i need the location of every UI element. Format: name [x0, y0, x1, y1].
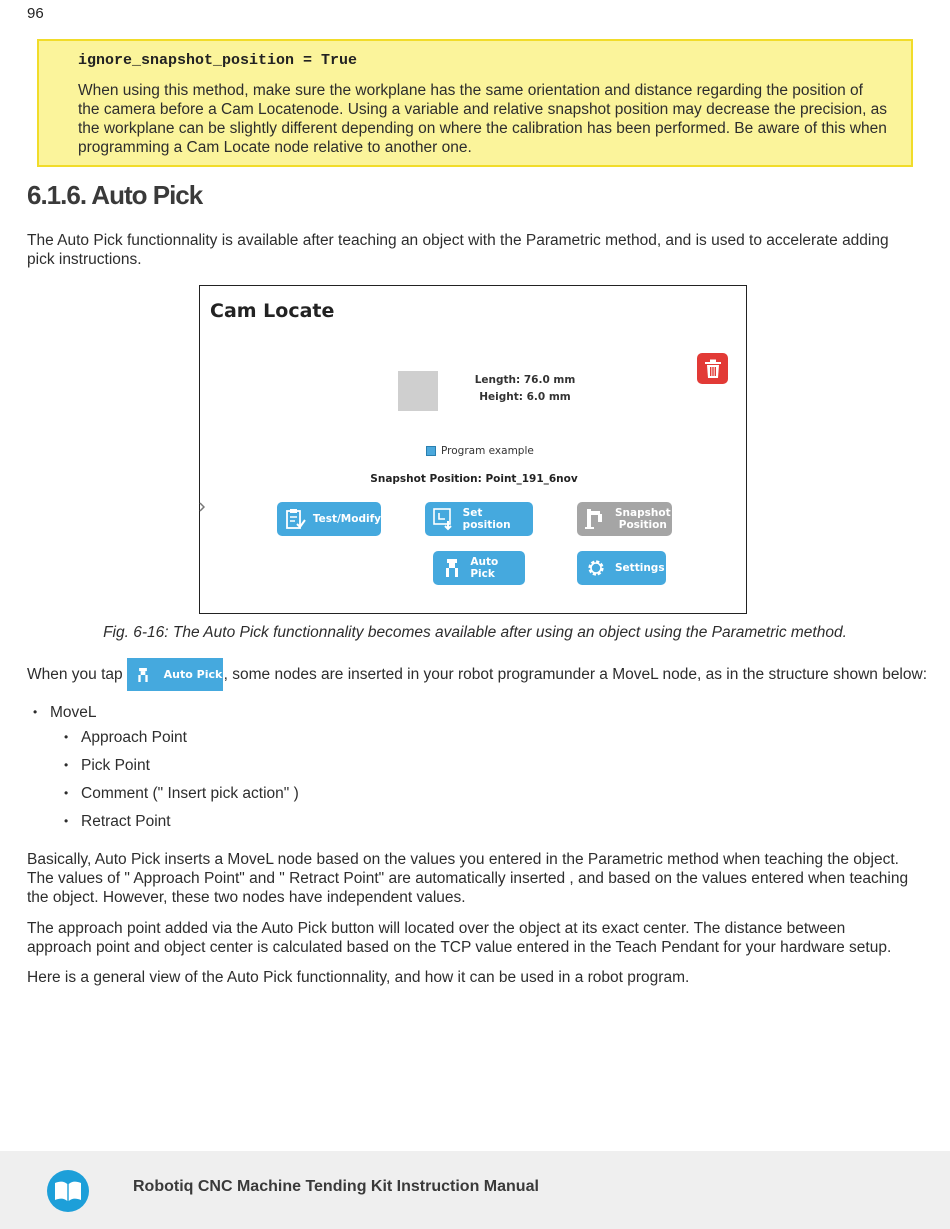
footer-title: Robotiq CNC Machine Tending Kit Instruction Manual [133, 1178, 539, 1195]
figure-caption: Fig. 6-16: The Auto Pick functionnality becomes available after using an object using the Parametric method. [103, 624, 847, 641]
snapshot-position-label: Snapshot Position: Point_191_6nov [370, 473, 578, 485]
snapshot-label-line2: Position [618, 519, 667, 531]
side-handle-icon [199, 502, 205, 512]
cam-locate-screenshot [199, 285, 747, 614]
child-comment: Comment (" Insert pick action" ) [81, 785, 299, 802]
robot-arm-icon [583, 507, 609, 531]
object-thumbnail [398, 371, 438, 411]
child-approach-point: Approach Point [81, 729, 187, 746]
paragraph-basically: Basically, Auto Pick inserts a MoveL node based on the values you entered in the Parametric method when teaching the object. The values of " Approach Point" and " Retract Point" are automatically inserted , and based on the values entered when teaching the object. However, these two nodes have independent values. [27, 851, 909, 906]
page-footer [0, 1151, 950, 1229]
gear-icon [583, 556, 609, 580]
clipboard-check-icon [283, 507, 307, 531]
trash-icon [704, 359, 722, 379]
snapshot-label-line1: Snapshot [615, 507, 671, 519]
child-retract-point: Retract Point [81, 813, 171, 830]
gripper-icon [136, 666, 150, 684]
paragraph-approach-point: The approach point added via the Auto Pick button will located over the object at its exact center. The distance between approach point and object center is calculated based on the TCP value entered in the Teach Pendant for your hardware setup. [27, 920, 892, 956]
note-text: When using this method, make sure the workplane has the same orientation and distance regarding the position of the camera before a Cam Locatenode. Using a variable and relative snapshot position may decrease the precision, as the workplane can be slightly different depending on where the calibration has been performed. Be aware of this when programming a Cam Locate node relative to another one. [78, 82, 888, 156]
node-structure-list [33, 703, 299, 840]
auto-pick-label: Auto Pick [470, 556, 499, 580]
open-book-icon [54, 1180, 82, 1202]
program-example-checkbox[interactable] [426, 445, 534, 457]
cam-locate-title: Cam Locate [210, 300, 335, 322]
list-item [64, 784, 299, 812]
tap-sentence-after: , some nodes are inserted in your robot programunder a MoveL node, as in the structure shown below: [223, 665, 927, 683]
paragraph-general-view: Here is a general view of the Auto Pick functionnality, and how it can be used in a robot program. [27, 969, 690, 986]
structure-root: MoveL [50, 704, 97, 721]
child-pick-point: Pick Point [81, 757, 150, 774]
footer-logo [47, 1170, 89, 1212]
object-length: Length: 76.0 mm [474, 374, 576, 386]
section-intro: The Auto Pick functionnality is available after teaching an object with the Parametric method, and is used to accelerate adding pick instructions. [27, 232, 889, 268]
snapshot-position-button[interactable] [577, 502, 672, 536]
section-title: 6.1.6. Auto Pick [27, 180, 203, 210]
auto-pick-button[interactable] [433, 551, 525, 585]
settings-button[interactable] [577, 551, 666, 585]
snapshot-position-button-label [615, 507, 671, 531]
structure-children [64, 728, 299, 840]
program-example-label: Program example [441, 445, 534, 457]
list-item [64, 728, 299, 756]
checkbox-icon [426, 446, 436, 456]
test-modify-label: Test/Modify [312, 513, 381, 525]
set-position-label: Set position [462, 507, 511, 531]
note-code: ignore_snapshot_position = True [78, 52, 358, 69]
list-item [33, 703, 299, 840]
note-box [37, 39, 913, 167]
inline-auto-pick-button [127, 658, 223, 691]
tap-sentence [27, 658, 927, 691]
list-item [64, 812, 299, 840]
object-height: Height: 6.0 mm [479, 391, 571, 403]
set-position-button[interactable] [425, 502, 533, 536]
list-item [64, 756, 299, 784]
set-position-icon [431, 507, 457, 531]
inline-auto-pick-label: Auto Pick [163, 668, 223, 681]
gripper-icon [439, 556, 464, 580]
test-modify-button[interactable] [277, 502, 381, 536]
tap-sentence-before: When you tap [27, 665, 123, 683]
page-number: 96 [27, 5, 44, 22]
snapshot-position-text [200, 473, 748, 485]
delete-button[interactable] [697, 353, 728, 384]
settings-label: Settings [615, 562, 665, 574]
